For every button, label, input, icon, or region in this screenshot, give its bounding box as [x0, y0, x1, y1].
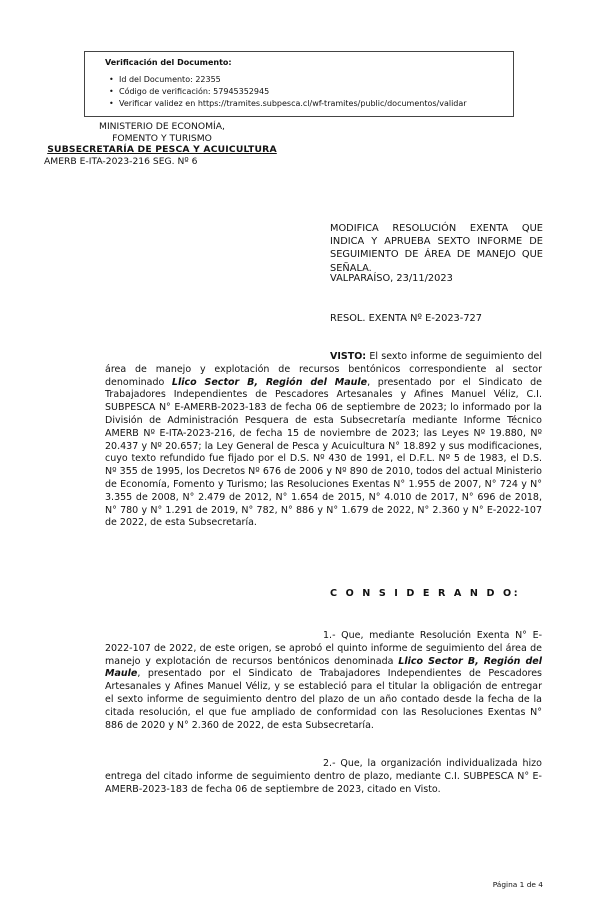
considerando-1-sector-name: Llico Sector B, Región del Maule: [105, 655, 542, 680]
verification-list: [105, 74, 505, 110]
visto-text-b: , presentado por el Sindicato de Trabajadores Independientes de Pescadores Artesanales y Afines Manuel Véliz, C.I. SUBPESCA N° E-AMERB-2023-183 de fecha 06 de septiembre de 2023; lo informado por la División de Administración Pesquera de esta Subsecretaría mediante Informe Técnico AMERB Nº E-ITA-2023-216, de fecha 15 de noviembre de 2023; las Leyes Nº 19.880, Nº 20.437 y Nº 20.657; la Ley General de Pesca y Acuicultura N° 18.892 y sus modificaciones, cuyo texto refundido fue fijado por el D.S. Nº 430 de 1991, el D.F.L. Nº 5 de 1983, el D.S. Nº 355 de 1995, los Decretos Nº 676 de 2006 y Nº 890 de 2010, todos del actual Ministerio de Economía, Fomento y Turismo; las Resoluciones Exentas N° 1.955 de 2007, N° 724 y N° 3.355 de 2008, N° 2.479 de 2012, N° 1.654 de 2015, N° 4.010 de 2017, N° 696 de 2018, N° 780 y N° 1.291 de 2019, N° 782, N° 886 y N° 1.679 de 2022, N° 2.360 y N° E-2022-107 de 2022, de esta Subsecretaría.: [105, 376, 542, 529]
considerando-2-text: 2.- Que, la organización individualizada hizo entrega del citado informe de seguimiento dentro de plazo, mediante C.I. SUBPESCA N° E-AMERB-2023-183 de fecha 06 de septiembre de 2023, citado en Visto.: [105, 758, 542, 795]
considerando-1-text-b: , presentado por el Sindicato de Trabajadores Independientes de Pescadores Artesanales y Afines Manuel Véliz, y se estableció para el titular la obligación de entregar el sexto informe de seguimiento dentro del plazo de un año contado desde la fecha de la citada resolución, el que fue ampliado de conformidad con las Resoluciones Exentas N° 886 de 2020 y N° 2.360 de 2022, de esta Subsecretaría.: [105, 668, 542, 731]
ministry-line-1: MINISTERIO DE ECONOMÍA,: [99, 121, 225, 132]
document-reference: AMERB E-ITA-2023-216 SEG. Nº 6: [44, 155, 198, 167]
verification-box: [84, 51, 514, 117]
visto-paragraph: [105, 351, 542, 530]
verification-url[interactable]: • Verificar validez en https://tramites.subpesca.cl/wf-tramites/public/documentos/validar: [109, 98, 505, 110]
visto-text-a: El sexto informe de seguimiento del área de manejo y explotación de recursos bentónicos correspondiente al sector denominado: [105, 351, 542, 388]
subsecretaria-name: SUBSECRETARÍA DE PESCA Y ACUICULTURA: [47, 144, 277, 155]
visto-label: VISTO:: [330, 351, 367, 362]
verification-document-id: • Id del Documento: 22355: [109, 74, 505, 86]
verification-title: Verificación del Documento:: [105, 58, 232, 67]
verification-code: • Código de verificación: 57945352945: [109, 86, 505, 98]
considerando-paragraph-1: [105, 630, 542, 732]
resolution-number: RESOL. EXENTA Nº E-2023-727: [330, 313, 483, 324]
considerando-paragraph-2: [105, 758, 542, 796]
page-number: Página 1 de 4: [492, 880, 543, 889]
place-date: VALPARAÍSO, 23/11/2023: [330, 273, 453, 284]
considerando-heading: C O N S I D E R A N D O:: [330, 588, 521, 599]
visto-sector-name: Llico Sector B, Región del Maule: [171, 376, 368, 388]
considerando-1-text-a: 1.- Que, mediante Resolución Exenta N° E-2022-107 de 2022, de este origen, se aprobó el quinto informe de seguimiento del área de manejo y explotación de recursos bentónicos denominada: [105, 630, 542, 667]
ministry-header: [36, 121, 288, 167]
resolution-subject: MODIFICA RESOLUCIÓN EXENTA QUE INDICA Y APRUEBA SEXTO INFORME DE SEGUIMIENTO DE ÁREA DE MANEJO QUE SEÑALA.: [330, 223, 543, 274]
ministry-line-2: FOMENTO Y TURISMO: [112, 132, 212, 144]
